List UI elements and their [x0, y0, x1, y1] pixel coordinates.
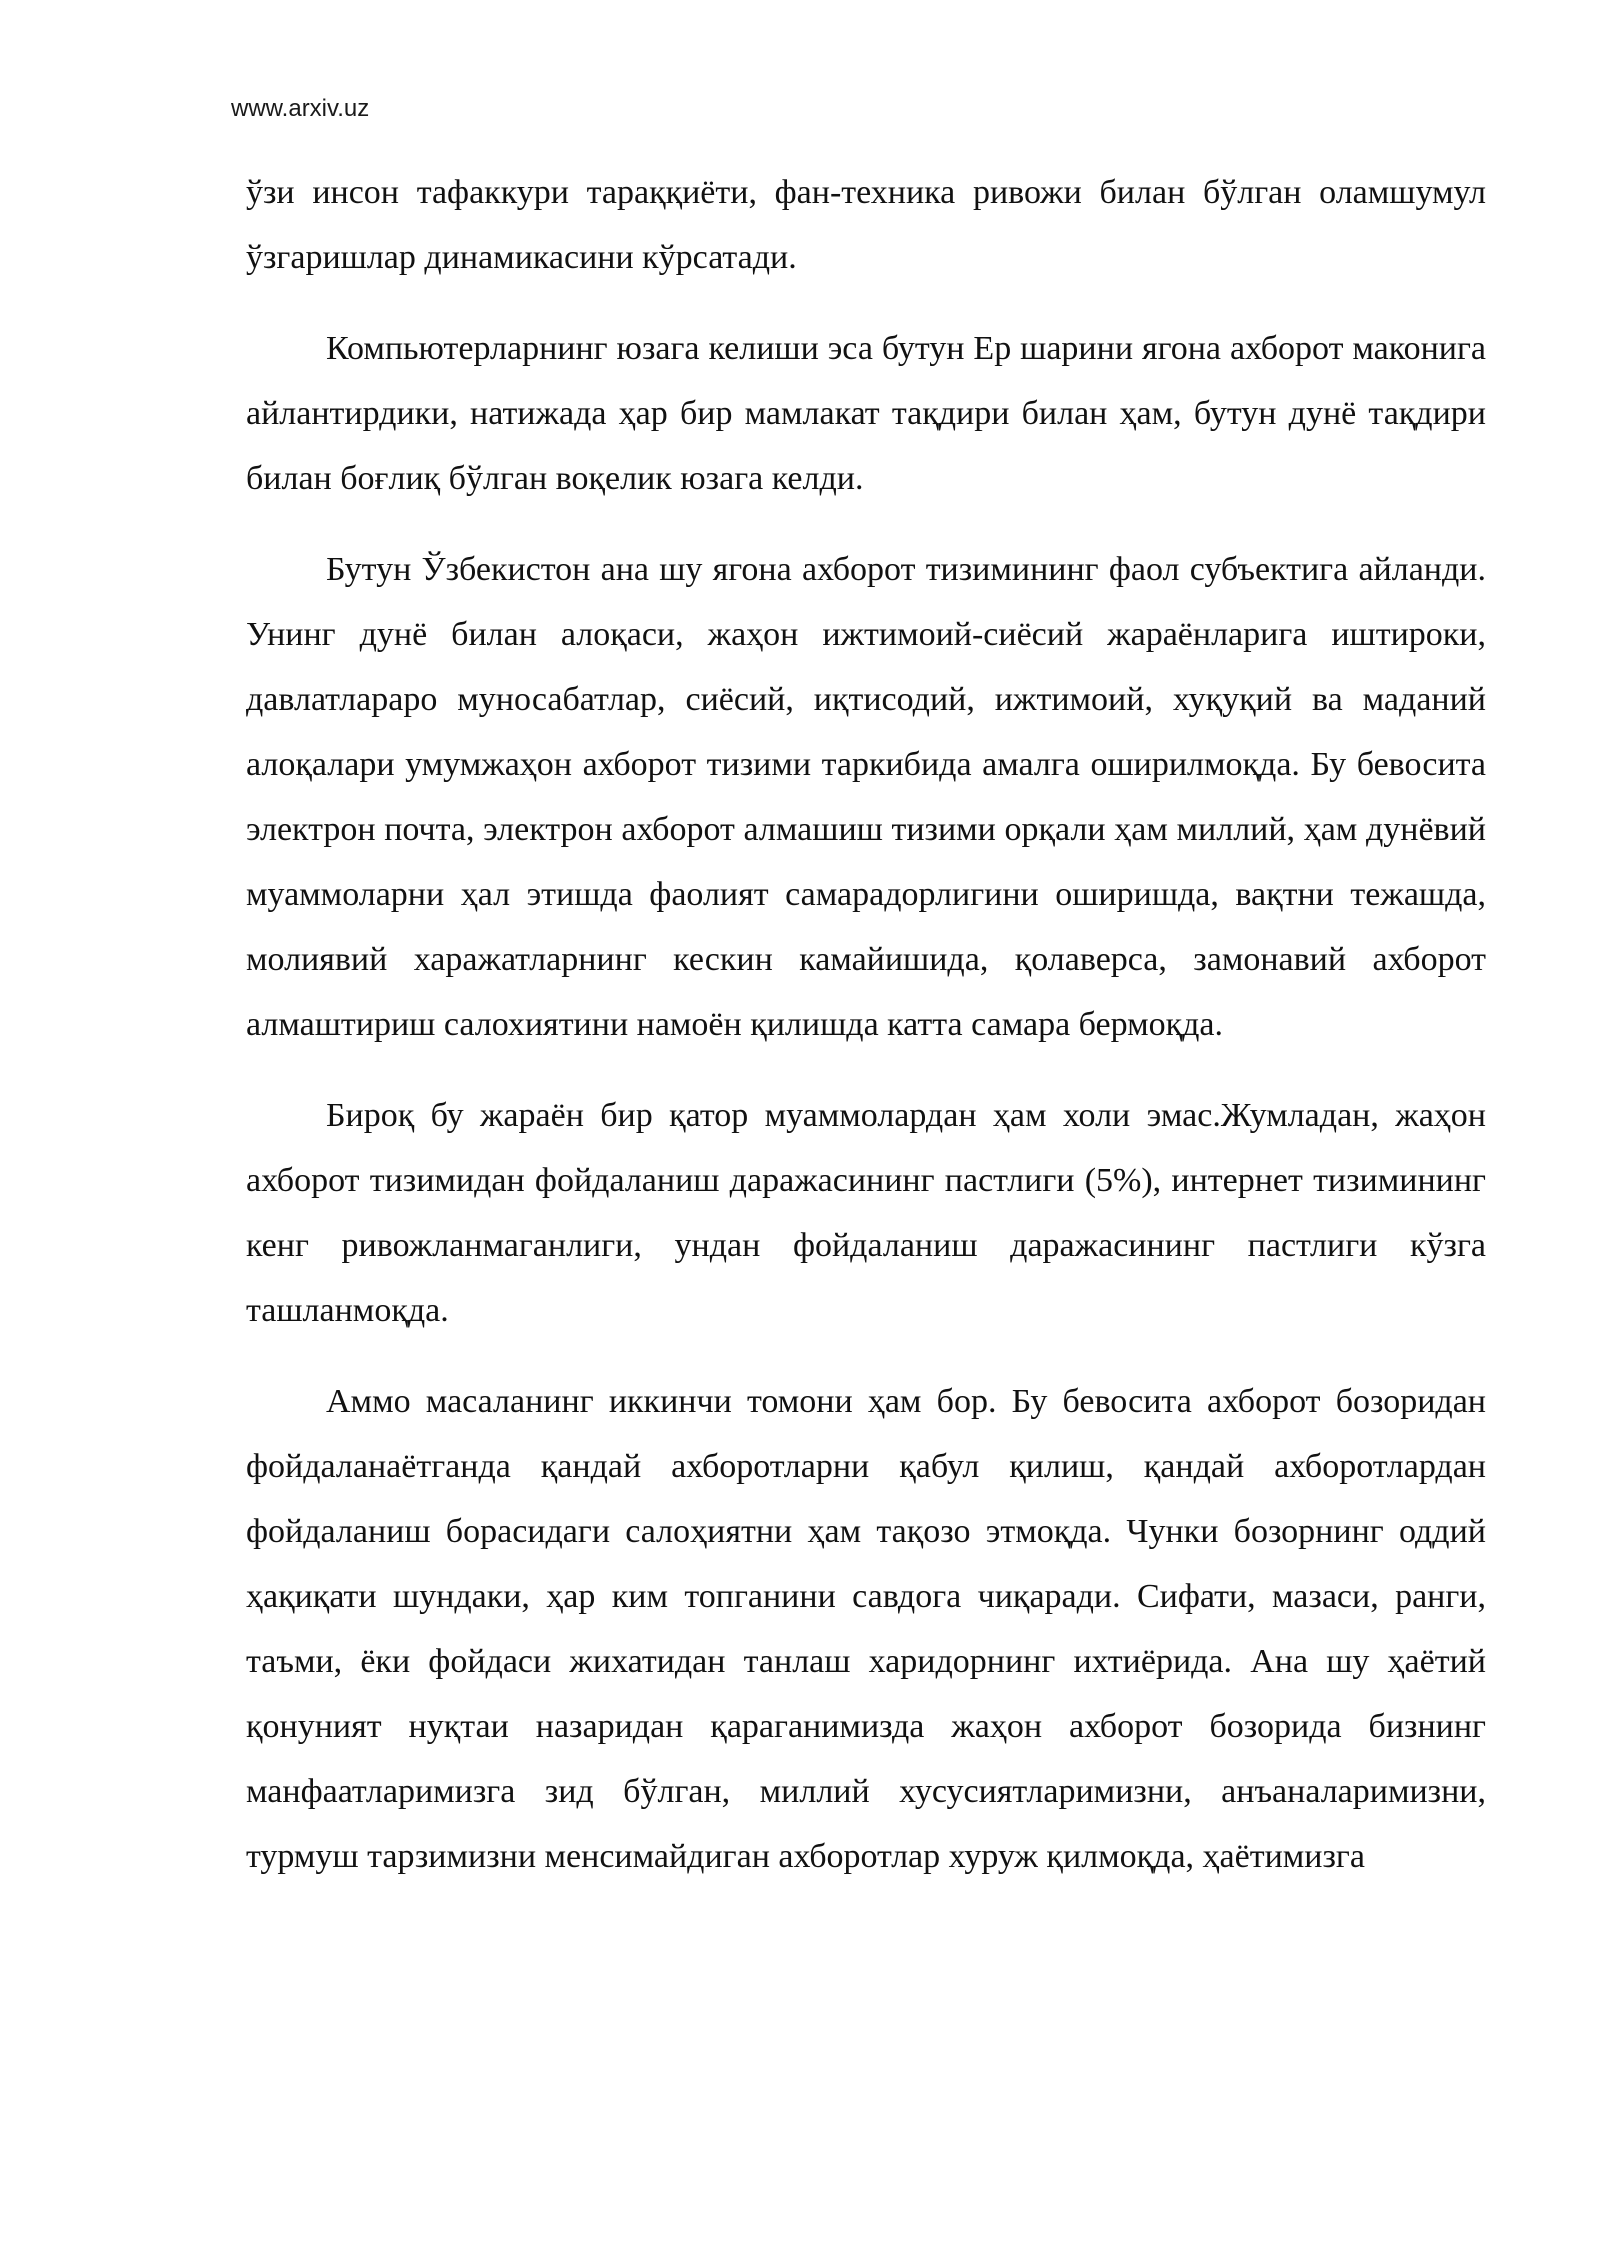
site-header-url: www.arxiv.uz [231, 95, 370, 122]
document-body [246, 160, 1486, 1915]
paragraph-3: Бутун Ўзбекистон ана шу ягона ахборот тизимининг фаол субъектига айланди. Унинг дунё билан алоқаси, жаҳон ижтимоий-сиёсий жараёнларига иштироки, давлатлараро муносабатлар, сиёсий, иқтисодий, ижтимоий, хуқуқий ва маданий алоқалари умумжаҳон ахборот тизими таркибида амалга оширилмоқда. Бу бевосита электрон почта, электрон ахборот алмашиш тизими орқали ҳам миллий, ҳам дунёвий муаммоларни ҳал этишда фаолият самарадорлигини оширишда, вақтни тежашда, молиявий харажатларнинг кескин камайишида, қолаверса, замонавий ахборот алмаштириш салохиятини намоён қилишда катта самара бермоқда. [246, 551, 1486, 1043]
paragraph-1: ўзи инсон тафаккури тараққиёти, фан-техника ривожи билан бўлган оламшумул ўзгаришлар динамикасини кўрсатади. [246, 174, 1486, 276]
paragraph-4: Бироқ бу жараён бир қатор муаммолардан ҳам холи эмас.Жумладан, жаҳон ахборот тизимидан фойдаланиш даражасининг пастлиги (5%), интернет тизимининг кенг ривожланмаганлиги, ундан фойдаланиш даражасининг пастлиги кўзга ташланмоқда. [246, 1097, 1486, 1329]
paragraph-2: Компьютерларнинг юзага келиши эса бутун Ер шарини ягона ахборот маконига айлантирдики, натижада ҳар бир мамлакат тақдири билан ҳам, бутун дунё тақдири билан боғлиқ бўлган воқелик юзага келди. [246, 330, 1486, 497]
paragraph-5: Аммо масаланинг иккинчи томони ҳам бор. Бу бевосита ахборот бозоридан фойдаланаётганда қандай ахборотларни қабул қилиш, қандай ахборотлардан фойдаланиш борасидаги салоҳиятни ҳам тақозо этмоқда. Чунки бозорнинг оддий ҳақиқати шундаки, ҳар ким топганини савдога чиқаради. Сифати, мазаси, ранги, таъми, ёки фойдаси жихатидан танлаш харидорнинг ихтиёрида. Ана шу ҳаётий қонуният нуқтаи назаридан қараганимизда жаҳон ахборот бозорида бизнинг манфаатларимизга зид бўлган, миллий хусусиятларимизни, анъаналаримизни, турмуш тарзимизни менсимайдиган ахборотлар хуруж қилмоқда, ҳаётимизга [246, 1383, 1486, 1875]
